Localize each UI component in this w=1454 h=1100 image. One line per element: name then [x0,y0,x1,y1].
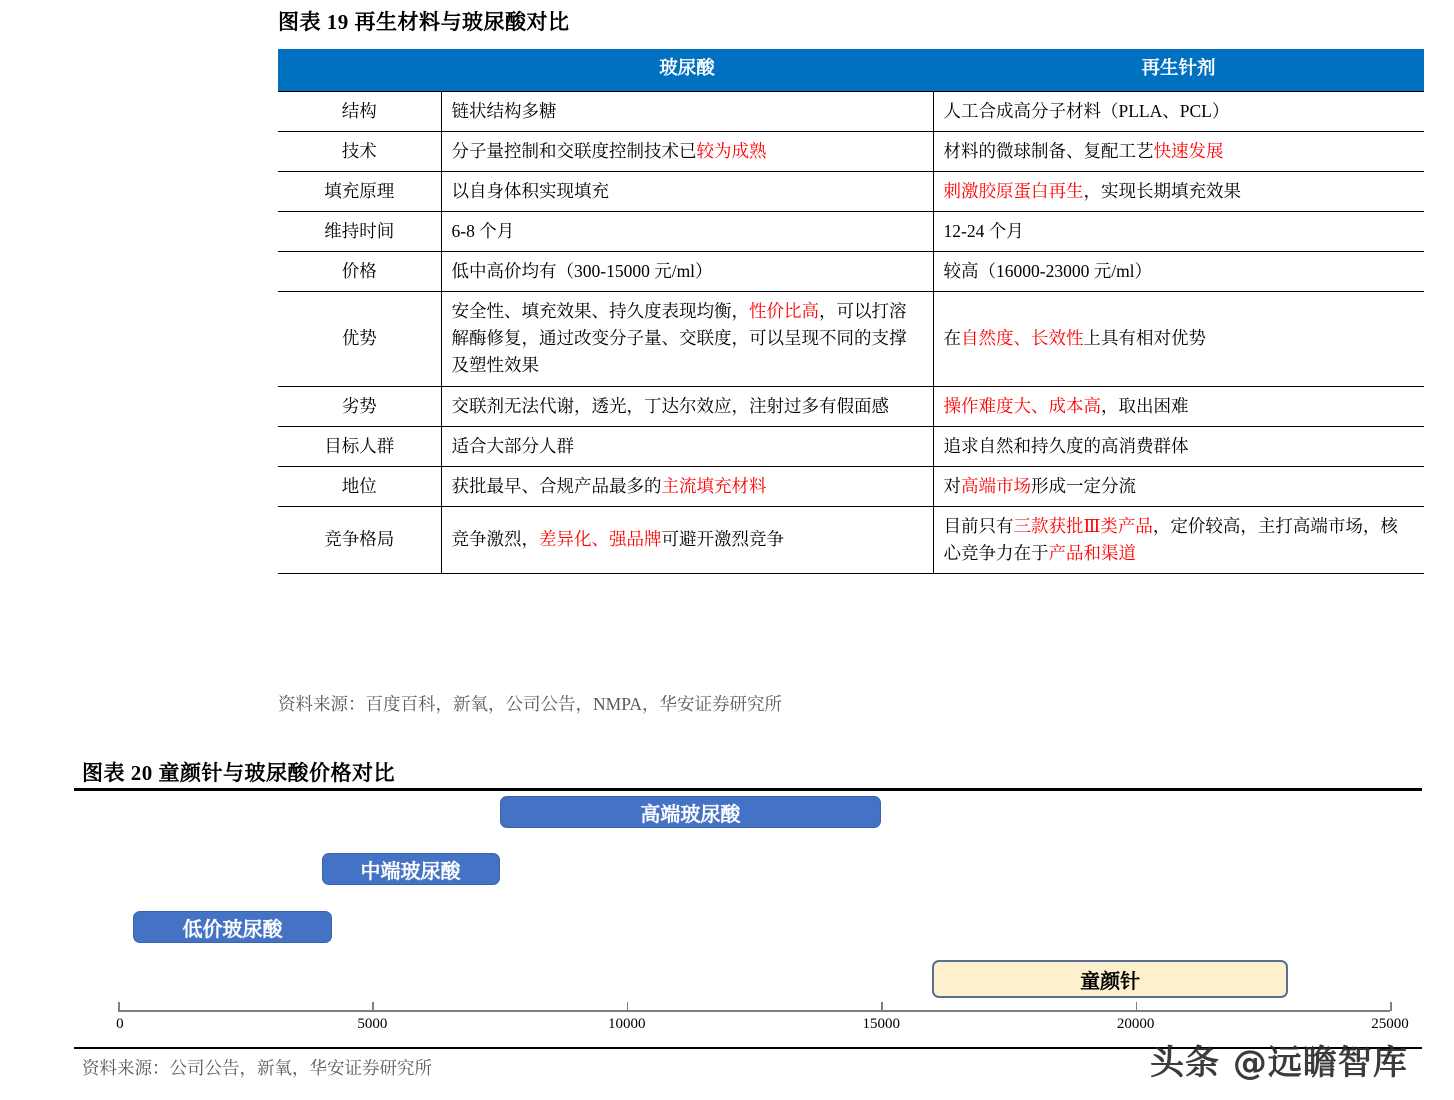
row-label: 劣势 [278,386,441,426]
cell-text: 上具有相对优势 [1083,328,1206,349]
axis-tick [1136,1002,1138,1011]
cell-regenerative [933,386,1424,426]
table-row [278,211,1424,251]
cell-regenerative [933,91,1424,131]
cell-hyaluronic [441,91,933,131]
cell-hyaluronic [441,211,933,251]
axis-tick [881,1002,883,1011]
table-row [278,91,1424,131]
price-comparison-chart [0,788,1454,1038]
cell-regenerative [933,292,1424,386]
figure-19-source: 资料来源：百度百科，新氧，公司公告，NMPA，华安证券研究所 [278,694,782,714]
row-label: 地位 [278,466,441,506]
cell-highlight: 产品和渠道 [1048,543,1136,563]
cell-text: 对 [943,475,961,496]
cell-text: 安全性、填充效果、持久度表现均衡， [451,301,749,322]
cell-text: 竞争激烈， [451,529,539,550]
chart-bar-label: 低价玻尿酸 [182,918,283,941]
cell-regenerative [933,466,1424,506]
table-header-row [278,49,1424,91]
axis-tick-label: 20000 [1116,1016,1155,1032]
table-header-blank [278,49,441,91]
table-row [278,252,1424,292]
axis-tick-label: 25000 [1371,1016,1409,1032]
table-row [278,171,1424,211]
cell-text: 追求自然和持久度的高消费群体 [943,435,1189,456]
table-header-hyaluronic: 玻尿酸 [441,49,933,91]
cell-text: 在 [943,328,961,349]
table-row [278,506,1424,573]
cell-text: 目前只有 [943,515,1014,536]
table-row [278,426,1424,466]
axis-tick-label: 0 [116,1016,124,1032]
chart-bar-3 [133,911,331,943]
figure-20-title: 图表 20 童颜针与玻尿酸价格对比 [82,761,395,785]
cell-highlight: 操作难度大、成本高 [943,395,1101,416]
row-label: 结构 [278,91,441,131]
cell-hyaluronic [441,466,933,506]
table-header-regenerative: 再生针剂 [933,49,1424,91]
table-row [278,466,1424,506]
axis-tick [1390,1002,1392,1011]
cell-hyaluronic [441,426,933,466]
table-row [278,386,1424,426]
figure-19-title: 图表 19 再生材料与玻尿酸对比 [278,10,570,34]
cell-text: 分子量控制和交联度控制技术已 [451,140,697,161]
cell-hyaluronic [441,171,933,211]
cell-text: 可避开激烈竞争 [661,529,784,550]
chart-bar-label: 童颜针 [1080,970,1141,993]
cell-hyaluronic [441,131,933,171]
comparison-table [278,49,1424,574]
row-label: 技术 [278,131,441,171]
cell-hyaluronic [441,252,933,292]
cell-text: ，取出困难 [1101,395,1189,416]
cell-text: 链状结构多糖 [451,100,557,121]
cell-highlight: 快速发展 [1153,140,1224,161]
cell-highlight: 主流填充材料 [661,475,767,496]
cell-highlight: 较为成熟 [696,140,767,161]
cell-text: 较高（16000-23000 元/ml） [943,261,1153,281]
cell-regenerative [933,171,1424,211]
comparison-table-wrapper [278,49,1424,574]
figure-20-source: 资料来源：公司公告，新氧，华安证券研究所 [82,1058,432,1078]
cell-highlight: 差异化、强品牌 [539,529,662,550]
cell-text: 以自身体积实现填充 [451,180,609,201]
cell-text: 材料的微球制备、复配工艺 [943,140,1154,161]
row-label: 维持时间 [278,211,441,251]
cell-hyaluronic [441,506,933,573]
axis-tick-label: 5000 [357,1016,388,1032]
axis-tick-label: 10000 [608,1016,646,1032]
chart-bar-2 [322,853,500,885]
cell-highlight: 高端市场 [961,475,1031,496]
cell-regenerative [933,252,1424,292]
cell-text: 形成一定分流 [1031,475,1136,496]
cell-text: 低中高价均有（300-15000 元/ml） [451,261,713,281]
cell-text: 人工合成高分子材料（PLLA、PCL） [943,100,1230,121]
cell-highlight: 自然度、长效性 [961,328,1084,349]
cell-text: 适合大部分人群 [451,435,574,456]
row-label: 填充原理 [278,171,441,211]
row-label: 优势 [278,292,441,386]
axis-tick [118,1002,120,1011]
watermark: 头条 @远瞻智库 [1150,1043,1408,1083]
chart-bar-label: 高端玻尿酸 [640,803,741,826]
cell-text: ，定价较高，主打高端市场，核心竞争力在于 [943,515,1398,563]
table-body [278,91,1424,574]
cell-highlight: 刺激胶原蛋白再生 [943,180,1084,201]
chart-bar-4 [932,960,1288,998]
cell-hyaluronic [441,292,933,386]
cell-regenerative [933,131,1424,171]
cell-text: 交联剂无法代谢，透光，丁达尔效应，注射过多有假面感 [451,395,889,416]
axis-tick [372,1002,374,1011]
axis-tick-label: 15000 [862,1016,900,1032]
cell-regenerative [933,426,1424,466]
row-label: 价格 [278,252,441,292]
cell-text: 12-24 个月 [943,220,1024,241]
axis-tick [627,1002,629,1011]
chart-bar-label: 中端玻尿酸 [360,860,461,883]
chart-bar-1 [500,796,882,828]
cell-highlight: 三款获批Ⅲ类产品 [1013,515,1153,536]
cell-text: ，可以打溶解酶修复，通过改变分子量、交联度，可以呈现不同的支撑及塑性效果 [451,301,907,376]
table-row [278,292,1424,386]
cell-text: 6-8 个月 [451,220,515,241]
chart-x-axis [118,1010,1390,1012]
cell-text: 获批最早、合规产品最多的 [451,475,662,496]
cell-hyaluronic [441,386,933,426]
table-row [278,131,1424,171]
row-label: 竞争格局 [278,506,441,573]
cell-regenerative [933,211,1424,251]
cell-highlight: 性价比高 [749,301,819,322]
row-label: 目标人群 [278,426,441,466]
cell-regenerative [933,506,1424,573]
cell-text: ，实现长期填充效果 [1083,180,1241,201]
